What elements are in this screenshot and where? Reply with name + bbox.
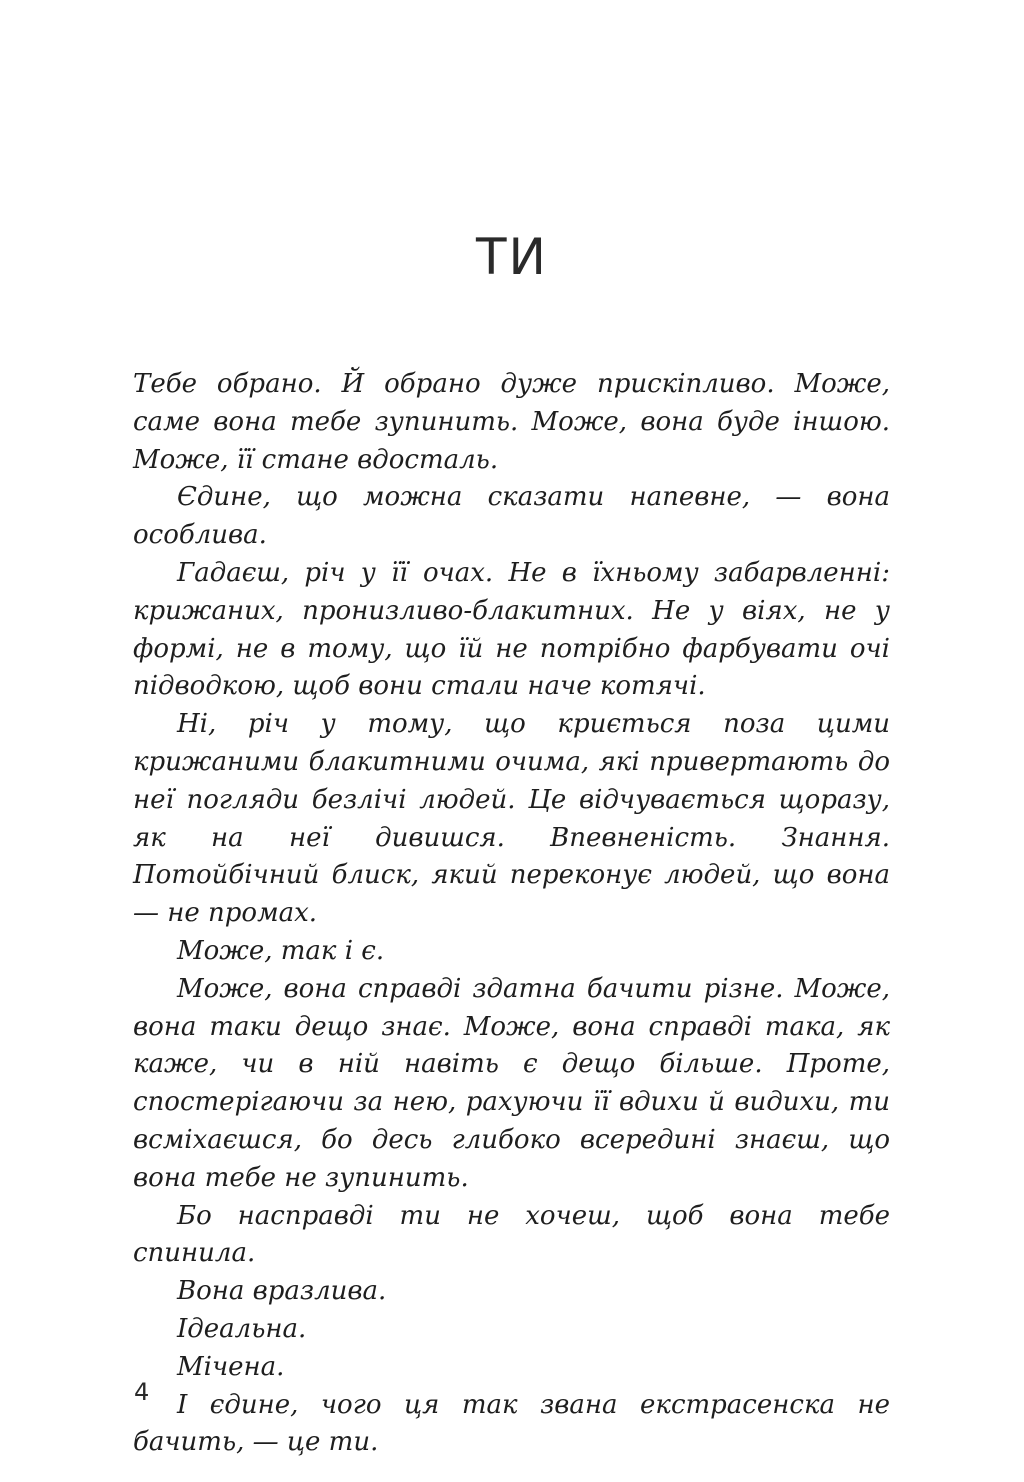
paragraph: Бо насправді ти не хочеш, щоб вона тебе спинила.: [133, 1200, 890, 1269]
chapter-body: [133, 366, 890, 1462]
chapter-title: ТИ: [476, 228, 548, 286]
paragraph: Тебе обрано. Й обрано дуже прискіпливо. Може, саме вона тебе зупинить. Може, вона буде іншою. Може, її стане вдосталь.: [133, 369, 890, 475]
paragraph: Може, так і є.: [177, 935, 385, 966]
paragraph: Вона вразлива.: [177, 1276, 387, 1307]
page-number: 4: [134, 1378, 150, 1406]
paragraph: Може, вона справді здатна бачити різне. Може, вона таки дещо знає. Може, вона справді така, як каже, чи в ній навіть є дещо більше. Проте, спостерігаючи за нею, рахуючи її вдихи й видихи, ти всміхаєшся, бо десь глибоко всередині знаєш, що вона тебе не зупинить.: [133, 973, 890, 1193]
paragraph: І єдине, чого ця так звана екстрасенска не бачить, — це ти.: [133, 1389, 890, 1458]
paragraph: Мічена.: [177, 1351, 285, 1382]
paragraph: Єдине, що можна сказати напевне, — вона особлива.: [133, 482, 890, 551]
paragraph: Ні, річ у тому, що криється поза цими крижаними блакитними очима, які привертають до неї погляди безлічі людей. Це відчувається щоразу, як на неї дивишся. Впевненість. Знання. Потойбічний блиск, який переконує людей, що вона — не промах.: [133, 709, 890, 929]
paragraph: Гадаєш, річ у її очах. Не в їхньому забарвленні: крижаних, пронизливо-блакитних. Не у віях, не у формі, не в тому, що їй не потрібно фарбувати очі підводкою, щоб вони стали наче котячі.: [133, 557, 890, 702]
paragraph: Ідеальна.: [177, 1313, 307, 1344]
